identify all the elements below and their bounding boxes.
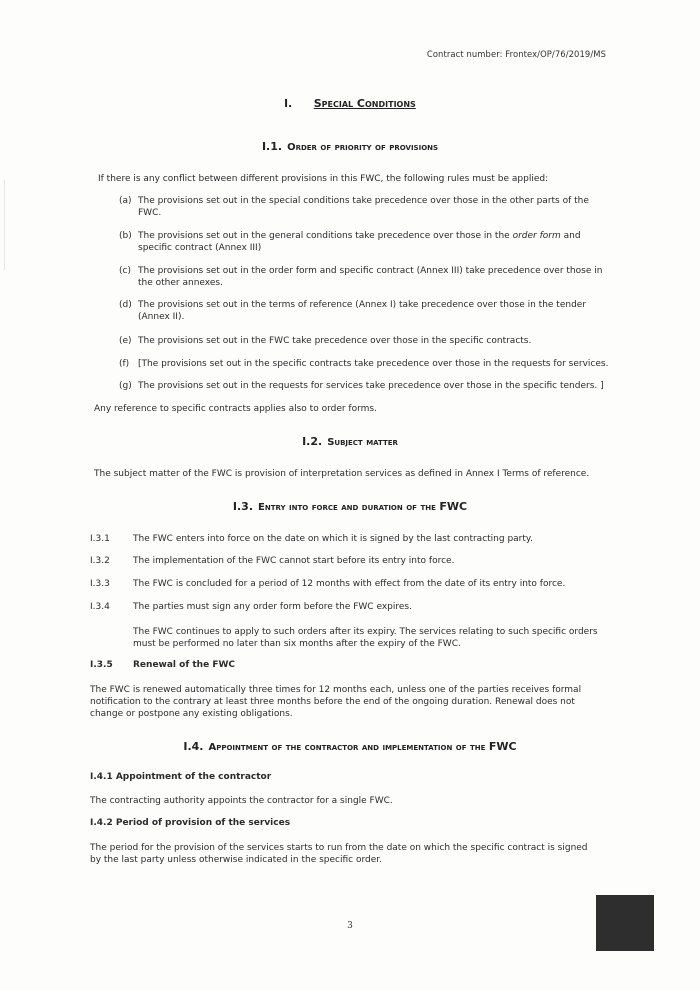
section-heading-4 xyxy=(0,740,700,753)
section-heading-1 xyxy=(0,140,700,153)
section-1-footer: Any reference to specific contracts applies also to order forms. xyxy=(94,404,377,414)
chapter-heading xyxy=(0,97,700,110)
renewal-text: The FWC is renewed automatically three times for 12 months each, unless one of the parties receives formal xyxy=(90,685,582,695)
list-item-text: The provisions set out in the FWC take precedence over those in the specific contracts. xyxy=(138,336,532,346)
list-item-text: [The provisions set out in the specific contracts take precedence over those in the requests for services. xyxy=(138,359,609,369)
section-title: Entry into force and duration of the xyxy=(258,502,436,513)
section-title: Appointment of the contractor and implementation of the xyxy=(208,742,486,753)
section-title-end: FWC xyxy=(439,500,468,513)
subsection-text: The contracting authority appoints the contractor for a single FWC. xyxy=(90,796,393,806)
list-item-label: (c) xyxy=(119,266,131,276)
clause-title: Renewal of the FWC xyxy=(133,660,236,670)
list-item-label: (b) xyxy=(119,231,132,241)
list-item-text: The provisions set out in the general conditions take precedence over those in the order form and xyxy=(138,231,581,241)
clause-number: I.3.1 xyxy=(90,534,110,544)
clause-continuation: must be performed no later than six months after the expiry of the FWC. xyxy=(133,639,461,649)
list-item-text: FWC. xyxy=(138,208,162,218)
subsection-title: I.4.2 Period of provision of the services xyxy=(90,818,291,828)
renewal-text: notification to the contrary at least three months before the end of the ongoing duration. Renewal does not xyxy=(90,697,575,707)
clause-continuation: The FWC continues to apply to such orders after its expiry. The services relating to such specific orders xyxy=(133,627,598,637)
list-item-text: The provisions set out in the order form and specific contract (Annex III) take precedence over those in xyxy=(138,266,603,276)
contract-number: Contract number: Frontex/OP/76/2019/MS xyxy=(426,49,606,59)
list-item-text: The provisions set out in the terms of reference (Annex I) take precedence over those in the tender xyxy=(138,300,587,310)
subsection-title: I.4.1 Appointment of the contractor xyxy=(90,772,272,782)
clause-text: The FWC is concluded for a period of 12 months with effect from the date of its entry into force. xyxy=(133,579,566,589)
section-number: I.4. xyxy=(183,740,204,753)
list-item-label: (g) xyxy=(119,381,132,391)
clause-text: The FWC enters into force on the date on which it is signed by the last contracting party. xyxy=(133,534,533,544)
section-heading-3 xyxy=(0,500,700,513)
list-item-label: (a) xyxy=(119,196,132,206)
renewal-text: change or postpone any existing obligations. xyxy=(90,709,293,719)
section-1-intro: If there is any conflict between different provisions in this FWC, the following rules must be applied: xyxy=(98,174,549,184)
subsection-text: by the last party unless otherwise indicated in the specific order. xyxy=(90,855,382,865)
chapter-number: I. xyxy=(284,98,293,110)
page-number: 3 xyxy=(347,921,353,931)
scan-mark xyxy=(596,895,654,951)
list-item-text: (Annex II). xyxy=(138,312,185,322)
section-title: Order of priority of provisions xyxy=(287,142,439,153)
clause-number: I.3.4 xyxy=(90,602,110,612)
list-item-text: The provisions set out in the requests for services take precedence over those in the specific tenders. ] xyxy=(138,381,604,391)
section-number: I.1. xyxy=(261,140,283,153)
section-heading-2 xyxy=(0,435,700,448)
section-number: I.3. xyxy=(232,500,254,513)
list-item-label: (d) xyxy=(119,300,132,310)
section-2-text: The subject matter of the FWC is provision of interpretation services as defined in Annex I Terms of reference. xyxy=(94,469,590,479)
list-item-label: (e) xyxy=(119,336,132,346)
clause-number: I.3.5 xyxy=(90,660,113,670)
clause-text: The implementation of the FWC cannot start before its entry into force. xyxy=(133,556,455,566)
list-item-text: The provisions set out in the special conditions take precedence over those in the other parts of the xyxy=(138,196,589,206)
list-item-label: (f) xyxy=(119,359,130,369)
chapter-title: Special Conditions xyxy=(313,97,416,110)
subsection-text: The period for the provision of the services starts to run from the date on which the specific contract is signed xyxy=(90,843,588,853)
list-item-text: the other annexes. xyxy=(138,278,223,288)
clause-text: The parties must sign any order form before the FWC expires. xyxy=(133,602,412,612)
clause-number: I.3.3 xyxy=(90,579,110,589)
list-item-text: specific contract (Annex III) xyxy=(138,243,262,253)
scan-artifact xyxy=(4,180,5,270)
section-title-end: FWC xyxy=(488,740,517,753)
clause-number: I.3.2 xyxy=(90,556,110,566)
section-number: I.2. xyxy=(302,435,323,448)
section-title: Subject matter xyxy=(327,437,398,448)
